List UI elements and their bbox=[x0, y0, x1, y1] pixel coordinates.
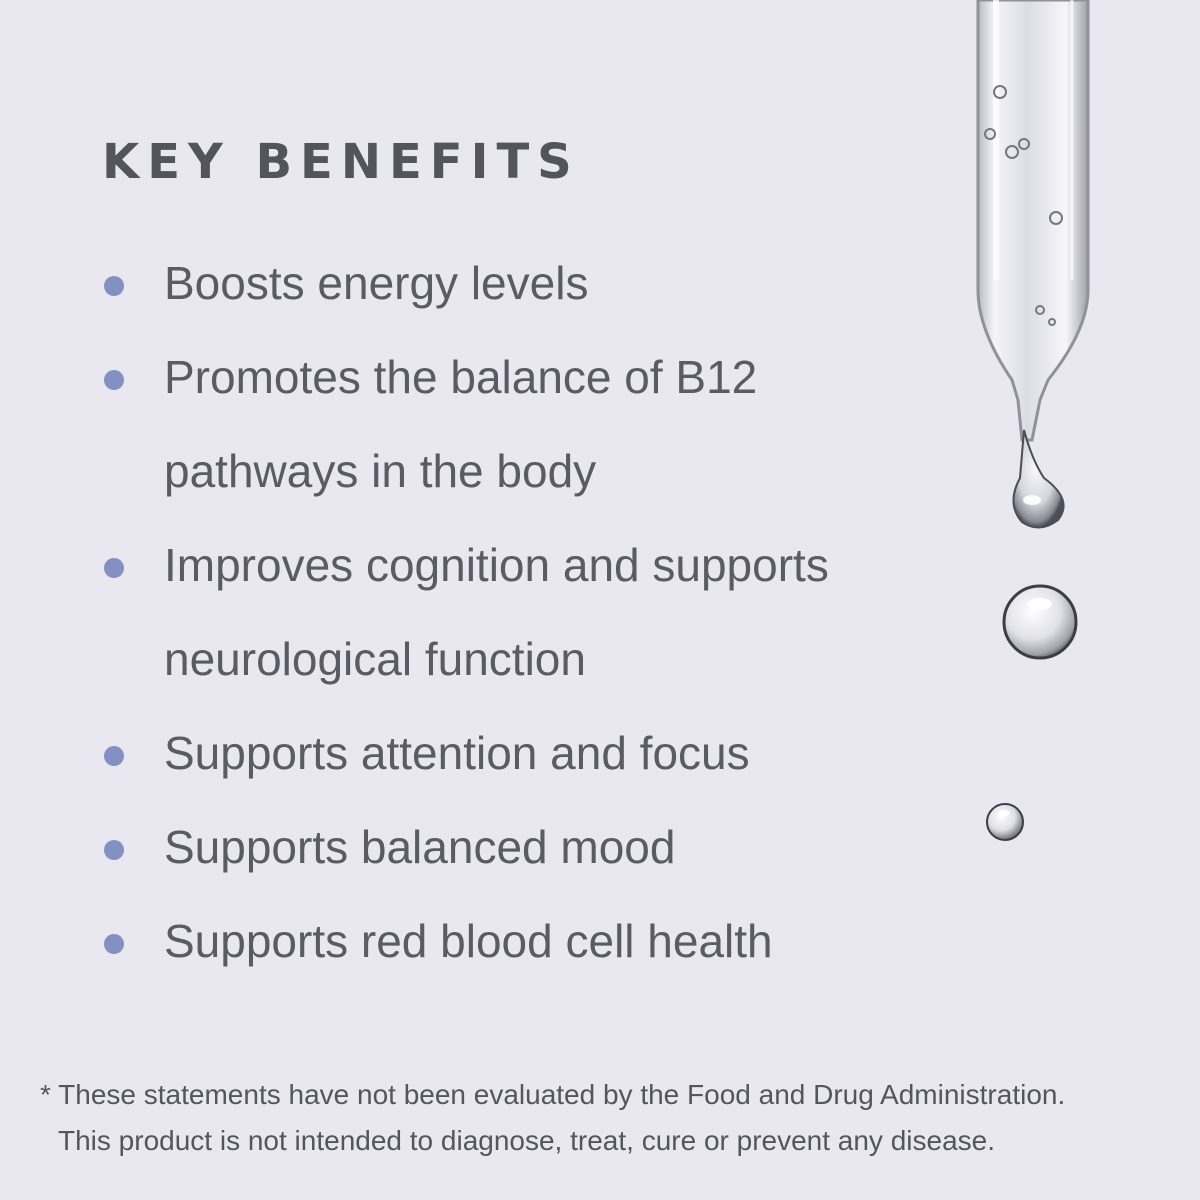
list-item bbox=[104, 330, 904, 518]
bullet-icon bbox=[104, 746, 124, 766]
benefit-text: Promotes the balance of B12 pathways in the body bbox=[164, 351, 758, 497]
benefit-text: Supports red blood cell health bbox=[164, 915, 773, 967]
page-title: KEY BENEFITS bbox=[102, 134, 580, 190]
benefit-text: Supports attention and focus bbox=[164, 727, 750, 779]
list-item bbox=[104, 800, 904, 894]
disclaimer-line: This product is not intended to diagnose, treat, cure or prevent any disease. bbox=[58, 1125, 996, 1156]
benefits-list bbox=[104, 236, 904, 988]
glass-dropper-icon bbox=[940, 0, 1120, 880]
benefit-text: Improves cognition and supports neurological function bbox=[164, 539, 829, 685]
bullet-icon bbox=[104, 370, 124, 390]
list-item bbox=[104, 518, 904, 706]
bullet-icon bbox=[104, 276, 124, 296]
benefit-text: Boosts energy levels bbox=[164, 257, 589, 309]
list-item bbox=[104, 894, 904, 988]
water-droplet-icon bbox=[984, 800, 1026, 844]
fda-disclaimer bbox=[40, 1072, 1160, 1164]
bullet-icon bbox=[104, 934, 124, 954]
bullet-icon bbox=[104, 840, 124, 860]
list-item bbox=[104, 706, 904, 800]
water-droplet-icon bbox=[1000, 580, 1080, 664]
list-item bbox=[104, 236, 904, 330]
disclaimer-line: * These statements have not been evaluated by the Food and Drug Administration. bbox=[40, 1079, 1066, 1110]
bullet-icon bbox=[104, 558, 124, 578]
benefit-text: Supports balanced mood bbox=[164, 821, 676, 873]
